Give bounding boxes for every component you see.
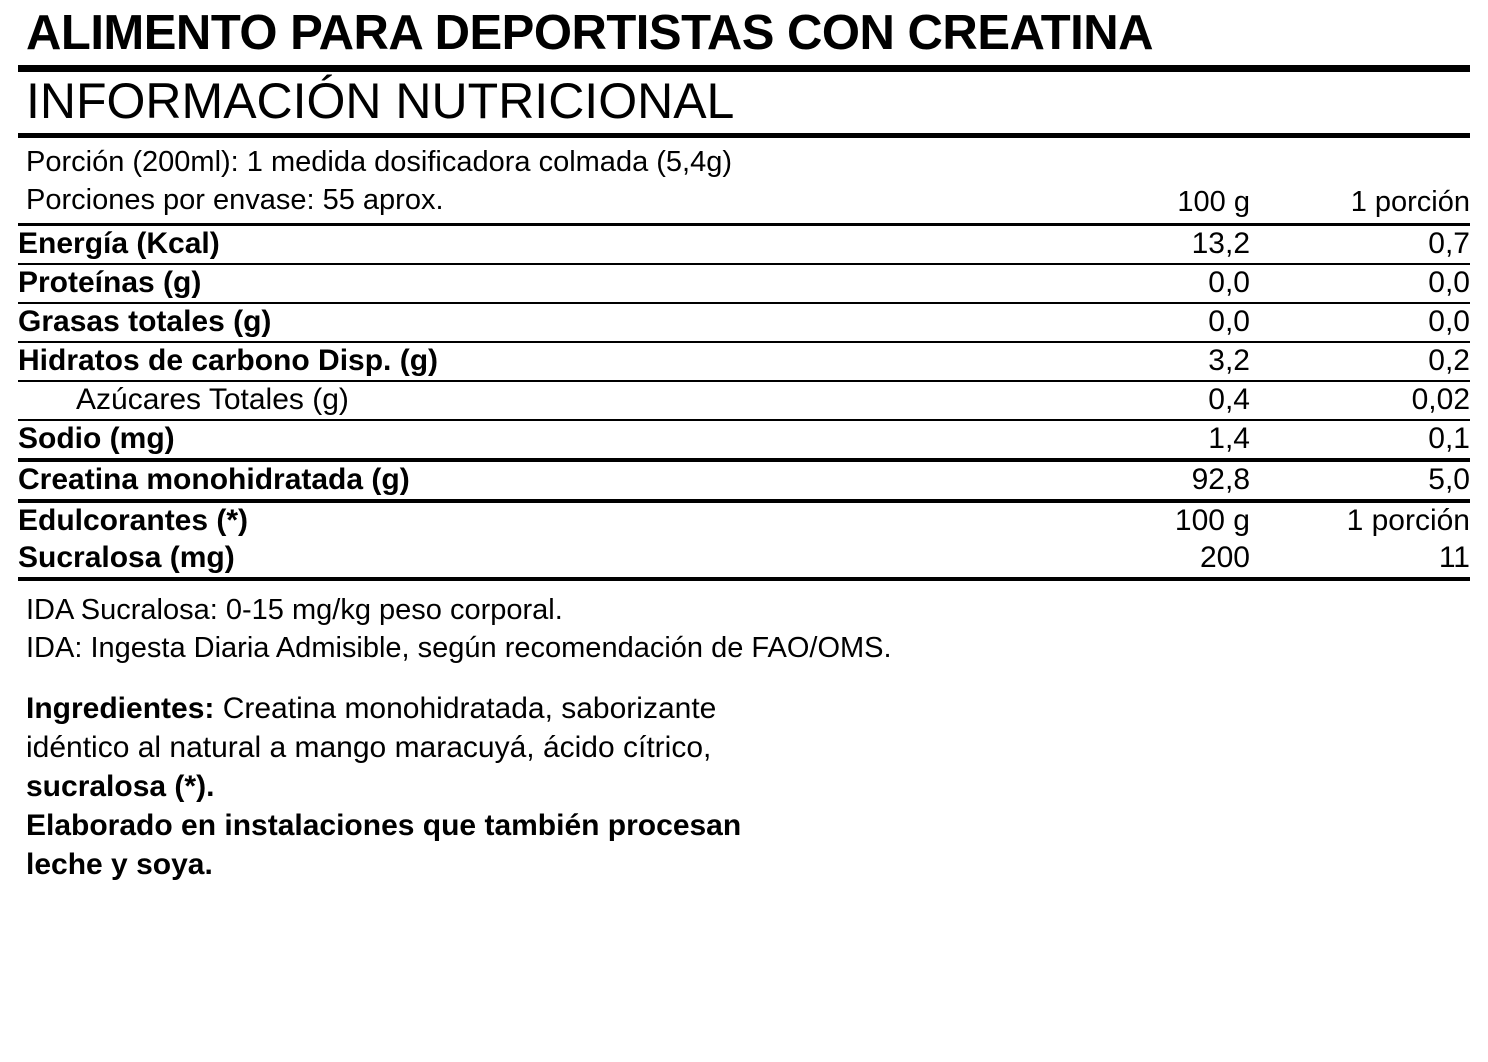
table-row [18, 264, 1470, 303]
active-ingredient-per-portion: 5,0 [1250, 460, 1470, 501]
sweetener-name: Sucralosa (mg) [18, 540, 1040, 579]
nutrient-per-100g: 13,2 [1040, 226, 1250, 264]
ingredients-text: Creatina monohidratada, saborizante idéntico al natural a mango maracuyá, ácido cítrico, [26, 692, 717, 765]
footnote-ida-definition: IDA: Ingesta Diaria Admisible, según recomendación de FAO/OMS. [26, 631, 892, 664]
sweeteners-header-row [18, 501, 1470, 540]
divider-title [18, 65, 1470, 72]
product-title: ALIMENTO PARA DEPORTISTAS CON CREATINA [26, 6, 1154, 60]
nutrient-per-portion: 0,0 [1250, 303, 1470, 342]
nutrient-per-100g: 0,0 [1040, 303, 1250, 342]
nutrient-name: Hidratos de carbono Disp. (g) [18, 342, 1040, 381]
sweeteners-column-100g: 100 g [1174, 503, 1250, 537]
nutrient-per-100g: 0,0 [1040, 264, 1250, 303]
nutrient-name: Grasas totales (g) [18, 303, 1040, 342]
table-row [18, 342, 1470, 381]
active-ingredient-per-100g: 92,8 [1040, 460, 1250, 501]
table-row [18, 420, 1470, 460]
nutrient-per-100g: 1,4 [1040, 420, 1250, 460]
nutrient-per-portion: 0,0 [1250, 264, 1470, 303]
column-header-100g: 100 g [1177, 185, 1250, 218]
sweeteners-label: Edulcorantes (*) [18, 503, 249, 537]
divider-heading [18, 133, 1470, 138]
servings-per-container: Porciones por envase: 55 aprox. [26, 183, 444, 216]
column-header-portion: 1 porción [1350, 185, 1470, 218]
nutrient-per-portion: 0,2 [1250, 342, 1470, 381]
ingredients-highlight: sucralosa (*). [26, 770, 215, 804]
allergen-warning: Elaborado en instalaciones que también procesan leche y soya. [26, 809, 742, 882]
footnotes [18, 591, 1470, 668]
nutrient-name: Sodio (mg) [18, 420, 1040, 460]
nutrient-name: Azúcares Totales (g) [18, 381, 1040, 420]
table-row-active-ingredient [18, 460, 1470, 501]
active-ingredient-name: Creatina monohidratada (g) [18, 460, 1040, 501]
table-row [18, 226, 1470, 264]
nutrient-per-portion: 0,02 [1250, 381, 1470, 420]
table-row [18, 303, 1470, 342]
nutrition-heading: INFORMACIÓN NUTRICIONAL [26, 73, 735, 130]
nutrient-per-portion: 0,7 [1250, 226, 1470, 264]
nutrient-per-portion: 0,1 [1250, 420, 1470, 460]
nutrient-table [18, 226, 1470, 581]
table-row [18, 381, 1470, 420]
sweetener-per-portion: 11 [1250, 540, 1470, 579]
nutrient-name: Energía (Kcal) [18, 226, 1040, 264]
sweeteners-column-portion: 1 porción [1346, 503, 1470, 537]
sweetener-per-100g: 200 [1040, 540, 1250, 579]
nutrient-per-100g: 0,4 [1040, 381, 1250, 420]
servings-row [26, 182, 1470, 219]
ingredients-label: Ingredientes: [26, 692, 215, 726]
portion-size: Porción (200ml): 1 medida dosificadora colmada (5,4g) [26, 146, 733, 179]
nutrient-name: Proteínas (g) [18, 264, 1040, 303]
nutrient-per-100g: 3,2 [1040, 342, 1250, 381]
serving-info [18, 144, 1470, 218]
ingredients-block [18, 689, 786, 884]
footnote-ida-sucralosa: IDA Sucralosa: 0-15 mg/kg peso corporal. [26, 593, 563, 626]
column-headers [1040, 186, 1470, 219]
table-row-sweetener [18, 540, 1470, 579]
